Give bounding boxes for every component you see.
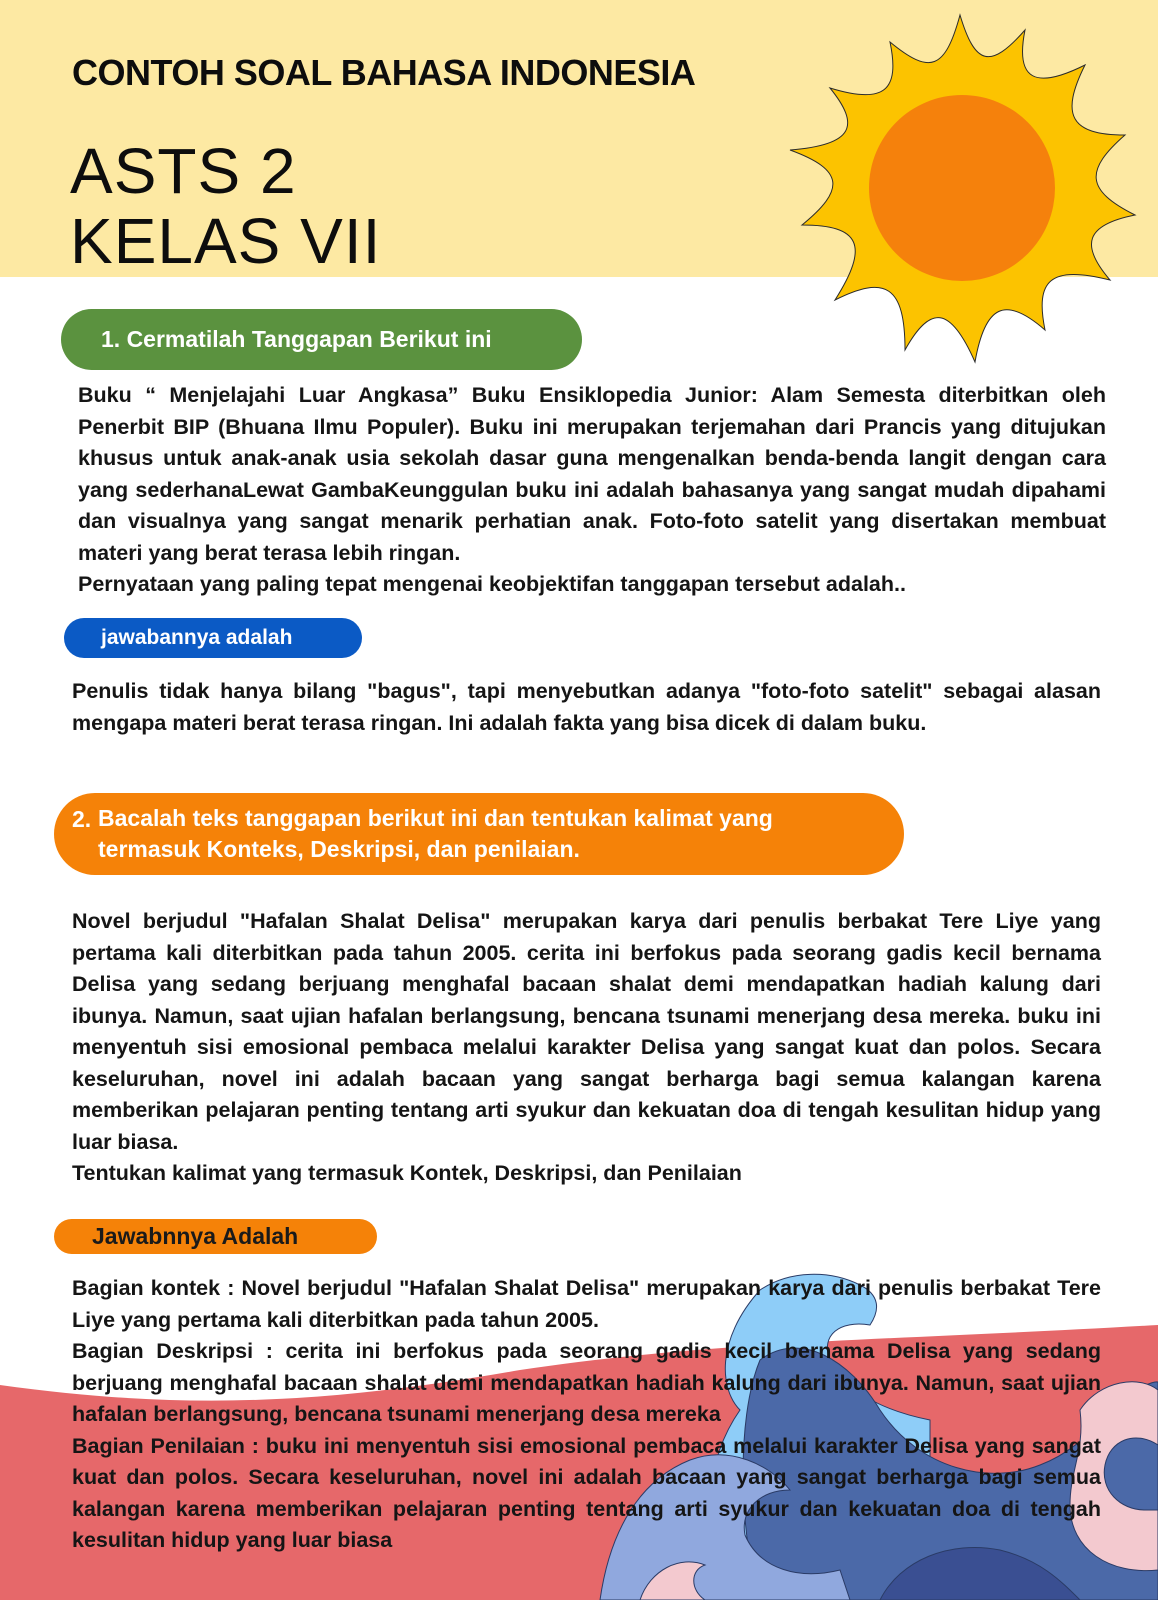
question-2-text: Novel berjudul "Hafalan Shalat Delisa" merupakan karya dari penulis berbakat Tere Liye yang pertama kali diterbitkan pada tahun 2005. cerita ini berfokus pada seorang gadis kecil bernama Delisa yang sedang berjuang menghafal bacaan shalat demi mendapatkan hadiah kalung dari ibunya. Namun, saat ujian hafalan berlangsung, bencana tsunami menerjang desa mereka. buku ini menyentuh sisi emosional pembaca melalui karakter Delisa yang sangat kuat dan polos. Secara keseluruhan, novel ini adalah bacaan yang sangat berharga bagi semua kalangan karena memberikan pelajaran penting tentang arti syukur dan kekuatan doa di tengah kesulitan hidup yang luar biasa.	[72, 909, 1101, 1154]
question-2-number: 2.	[72, 806, 92, 832]
sun-illustration	[780, 10, 1140, 370]
question-1-text: Buku “ Menjelajahi Luar Angkasa” Buku Ensiklopedia Junior: Alam Semesta diterbitkan oleh Penerbit BIP (Bhuana Ilmu Populer). Buku ini merupakan terjemahan dari Prancis yang ditujukan khusus untuk anak-anak usia sekolah dasar guna mengenalkan benda-benda langit dengan cara yang sederhanaLewat GambaKeunggulan buku ini adalah bahasanya yang sangat mudah dipahami dan visualnya yang sangat menarik perhatian anak. Foto-foto satelit yang disertakan membuat materi yang berat terasa lebih ringan.	[78, 383, 1106, 565]
answer-konteks: Bagian kontek : Novel berjudul "Hafalan Shalat Delisa" merupakan karya dari penulis berbakat Tere Liye yang pertama kali diterbitkan pada tahun 2005.	[72, 1276, 1101, 1332]
question-2-answer	[72, 1273, 1101, 1557]
question-2-answer-label: Jawabnnya Adalah	[54, 1219, 377, 1254]
question-2-heading-text: Bacalah teks tanggapan berikut ini dan tentukan kalimat yang termasuk Konteks, Deskripsi, dan penilaian.	[98, 805, 773, 862]
question-1-passage	[78, 380, 1106, 601]
question-2-passage	[72, 906, 1101, 1190]
answer-deskripsi: Bagian Deskripsi : cerita ini berfokus pada seorang gadis kecil bernama Delisa yang sedang berjuang menghafal bacaan shalat demi mendapatkan hadiah kalung dari ibunya. Namun, saat ujian hafalan berlangsung, bencana tsunami menerjang desa mereka	[72, 1339, 1101, 1426]
question-2-heading	[54, 793, 904, 875]
question-1-answer-text: Penulis tidak hanya bilang "bagus", tapi menyebutkan adanya "foto-foto satelit" sebagai alasan mengapa materi berat terasa ringan. Ini adalah fakta yang bisa dicek di dalam buku.	[72, 679, 1101, 735]
question-1-answer	[72, 676, 1101, 739]
answer-penilaian: Bagian Penilaian : buku ini menyentuh sisi emosional pembaca melalui karakter Delisa yang sangat kuat dan polos. Secara keseluruhan, novel ini adalah bacaan yang sangat berharga bagi semua kalangan karena memberikan pelajaran penting tentang arti syukur dan kekuatan doa di tengah kesulitan hidup yang luar biasa	[72, 1433, 1101, 1552]
question-2-prompt: Tentukan kalimat yang termasuk Kontek, Deskripsi, dan Penilaian	[72, 1161, 742, 1185]
subtitle-line-kelas: KELAS VII	[70, 205, 382, 277]
question-1-prompt: Pernyataan yang paling tepat mengenai keobjektifan tanggapan tersebut adalah..	[78, 572, 906, 596]
document-title: CONTOH SOAL BAHASA INDONESIA	[72, 52, 696, 93]
question-1-heading: 1. Cermatilah Tanggapan Berikut ini	[61, 309, 582, 370]
question-1-answer-label: jawabannya adalah	[64, 618, 362, 658]
document-subtitle	[70, 136, 381, 276]
subtitle-line-asts: ASTS 2	[70, 135, 297, 207]
sun-core	[869, 95, 1055, 281]
